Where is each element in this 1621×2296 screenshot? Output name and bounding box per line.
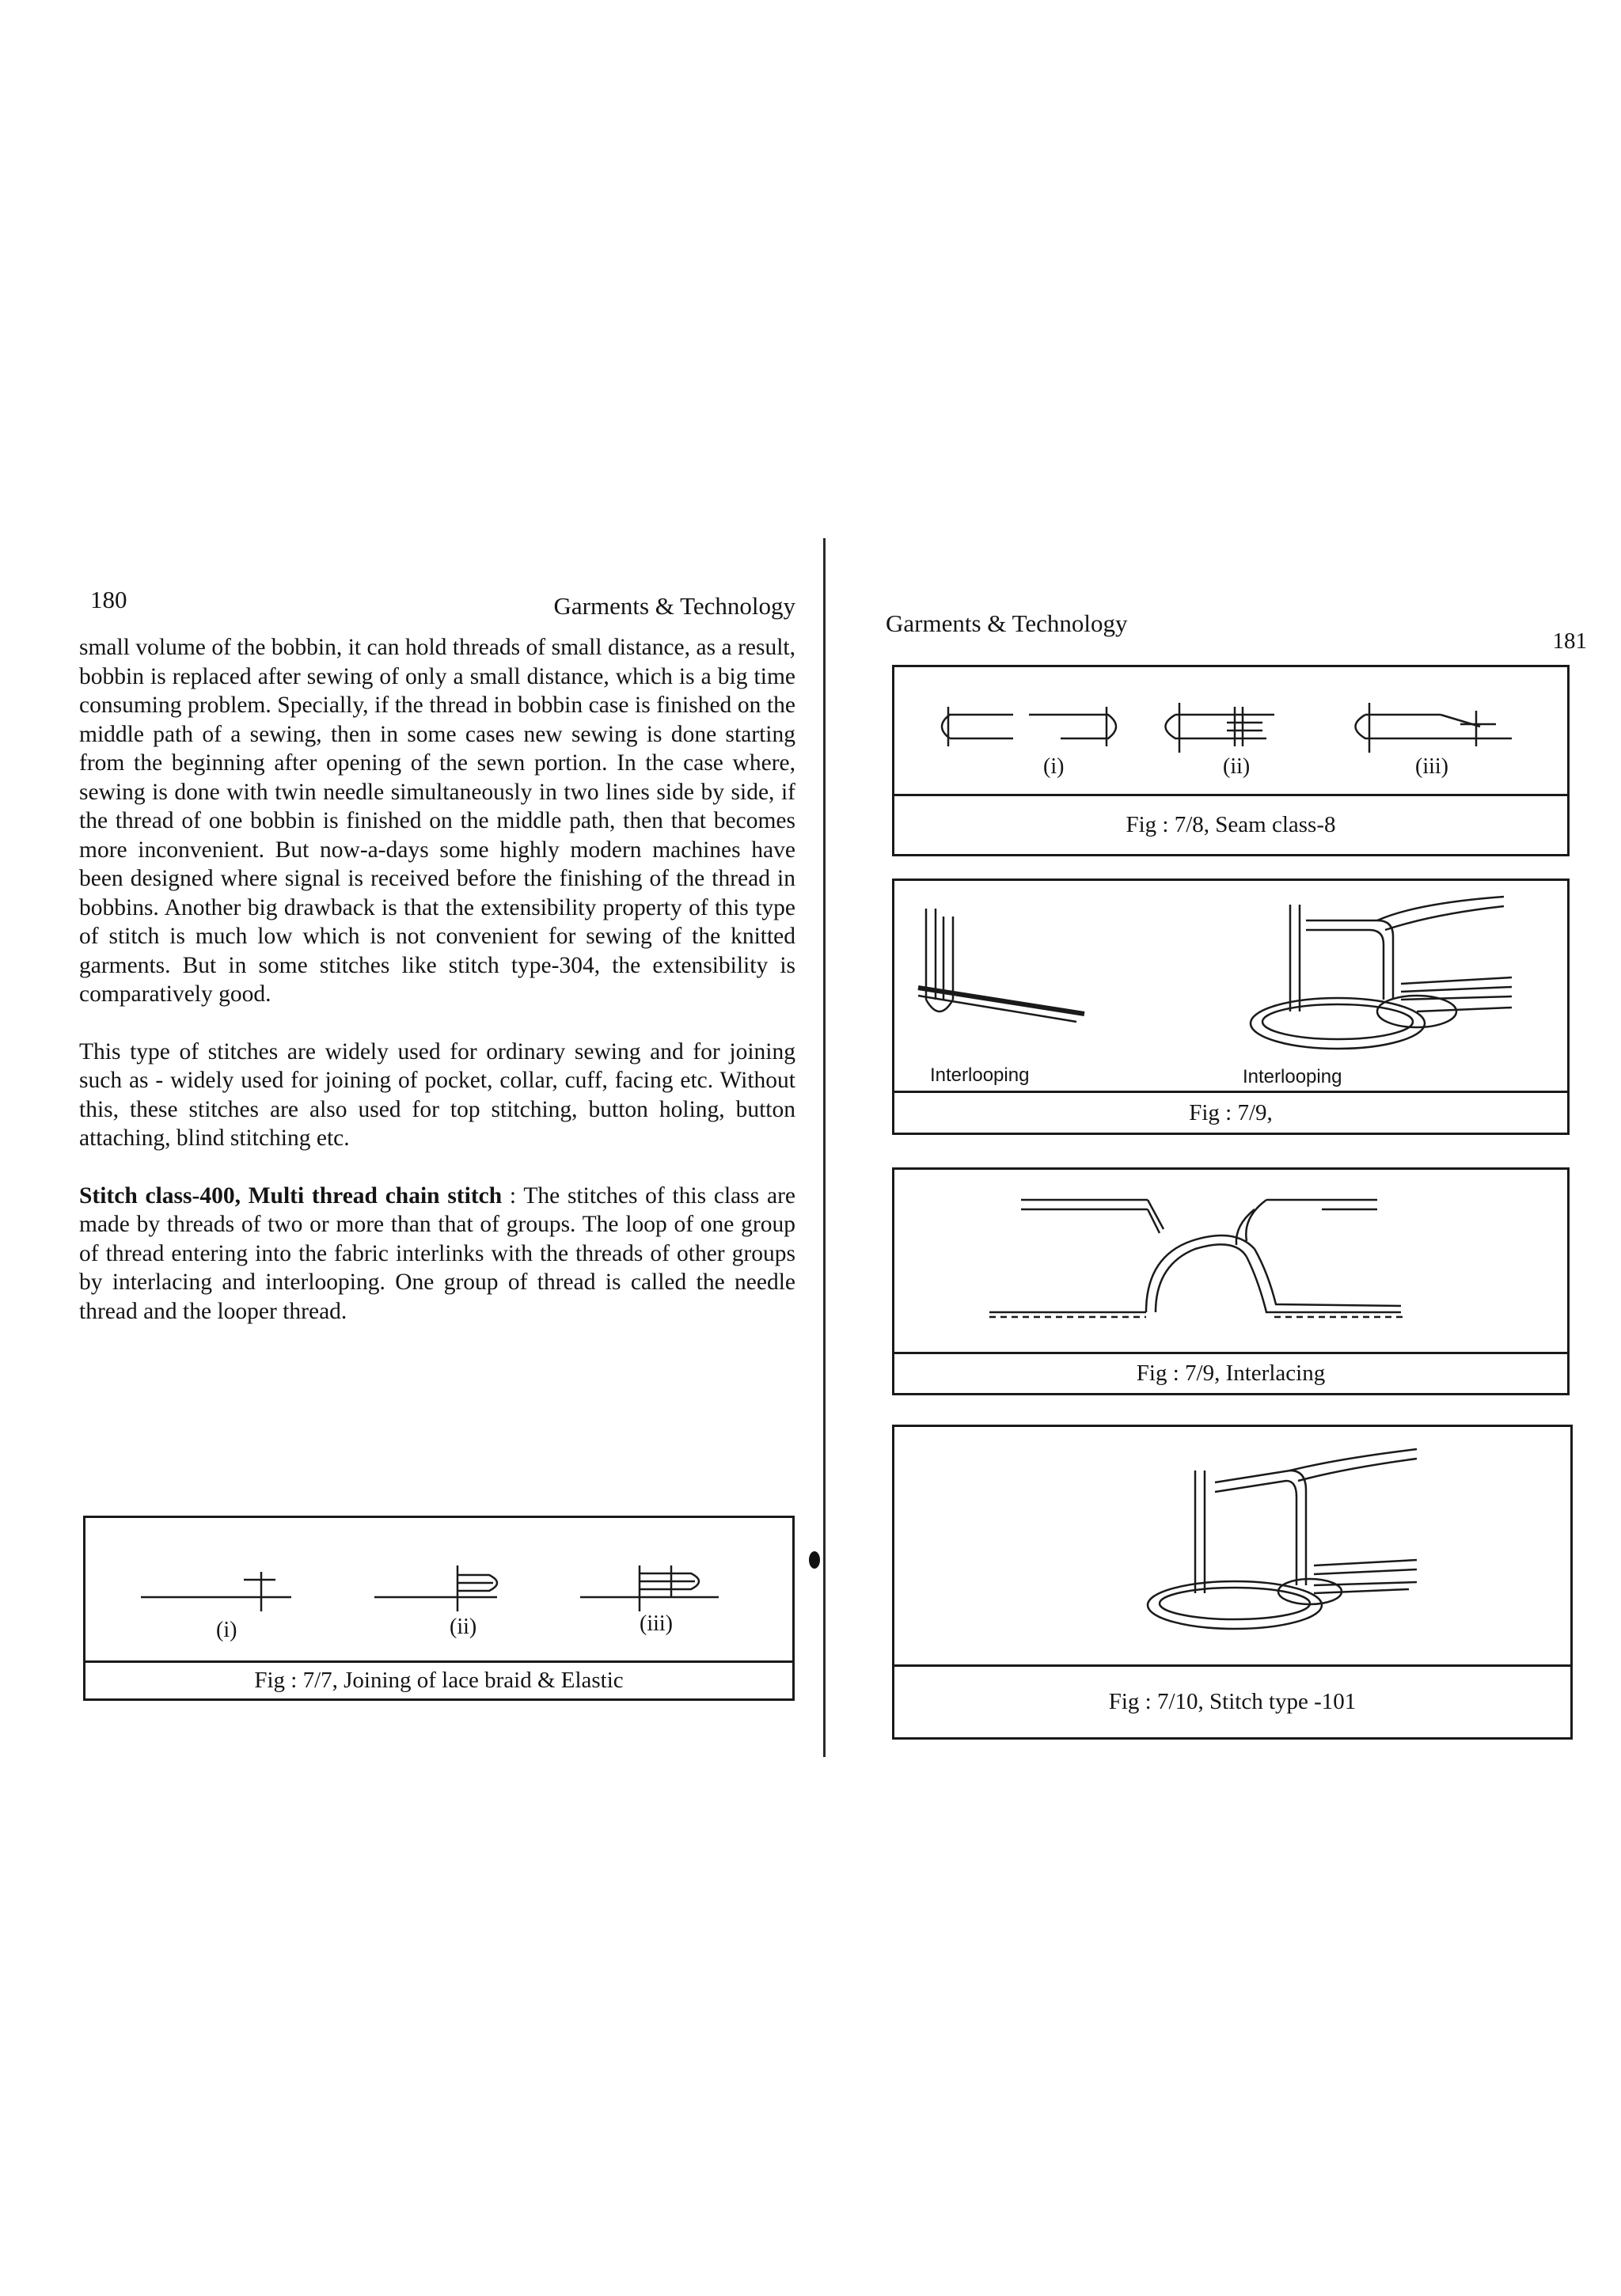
- book-gutter: [823, 538, 826, 1757]
- figure-label-interlooping-left: Interlooping: [930, 1065, 1030, 1086]
- right-page: [883, 609, 1587, 657]
- figure-label-iii: (iii): [1415, 754, 1448, 779]
- interlooping-diagram: [894, 881, 1567, 1079]
- paragraph-bobbin: small volume of the bobbin, it can hold threads of small distance, as a result, bobbin is replaced after sewing of only a small distance, which is a big time consuming problem. Specially, if the thread in bobbin case is finished on the middle path of a sewing, then in some cases new sewing is done starting from the beginning after opening of the sewn portion. In the case where, sewing is done with twin needle simultaneously in two lines side by side, if the thread of one bobbin is finished on the middle path, then that becomes more inconvenient. But now-a-days some highly modern machines have been designed where signal is received before the finishing of the thread in bobbins. Another big drawback is that the extensibility property of this type of stitch is much low which is not convenient for sewing of the knitted garments. But in some stitches like stitch type-304, the extensibility is comparatively good.: [79, 635, 795, 1007]
- section-separator: :: [502, 1182, 524, 1209]
- figure-7-8: [892, 665, 1570, 856]
- figure-7-10: [892, 1425, 1573, 1740]
- figure-label-interlooping-right: Interlooping: [1243, 1066, 1342, 1087]
- left-running-title: Garments & Technology: [553, 592, 795, 620]
- stitch-type-101-diagram: [894, 1427, 1570, 1664]
- figure-7-7-caption: Fig : 7/7, Joining of lace braid & Elastic: [85, 1660, 792, 1698]
- figure-7-9-caption: Fig : 7/9,: [894, 1091, 1567, 1133]
- figure-label-i: (i): [216, 1618, 237, 1642]
- lace-braid-diagram: [85, 1518, 792, 1660]
- figure-7-10-caption: Fig : 7/10, Stitch type -101: [894, 1664, 1570, 1737]
- figure-7-7: [83, 1516, 795, 1701]
- left-page-header: [79, 586, 795, 633]
- figure-7-9-interlacing-caption: Fig : 7/9, Interlacing: [894, 1352, 1567, 1393]
- paragraph-uses: This type of stitches are widely used for ordinary sewing and for joining such as - widely used for joining of pocket, collar, cuff, facing etc. Without this, these stitches are also used for top stitching, button holing, button attaching, blind stitching etc.: [79, 1038, 795, 1151]
- right-running-title: Garments & Technology: [886, 609, 1128, 637]
- figure-label-iii: (iii): [640, 1611, 673, 1636]
- right-page-number: 181: [1552, 628, 1587, 654]
- figure-label-ii: (ii): [450, 1615, 477, 1639]
- figure-7-9: [892, 879, 1570, 1135]
- figure-7-9-interlacing: [892, 1167, 1570, 1395]
- section-stitch-class-400: [79, 1182, 795, 1326]
- interlacing-diagram: [894, 1170, 1567, 1352]
- section-heading: Stitch class-400, Multi thread chain stitch: [79, 1182, 503, 1209]
- figure-label-i: (i): [1043, 754, 1065, 779]
- left-page: [79, 586, 795, 1326]
- figure-7-8-caption: Fig : 7/8, Seam class-8: [894, 794, 1567, 854]
- section-body: The stitches of this class are made by threads of two or more than that of groups. The loop of one group of thread entering into the fabric interlinks with the threads of other groups by interlacing and interlooping. One group of thread is called the needle thread and the looper thread.: [79, 1182, 795, 1324]
- right-page-header: [883, 609, 1587, 657]
- ink-spot: [809, 1551, 820, 1569]
- left-page-number: 180: [90, 586, 127, 613]
- figure-label-ii: (ii): [1223, 754, 1251, 779]
